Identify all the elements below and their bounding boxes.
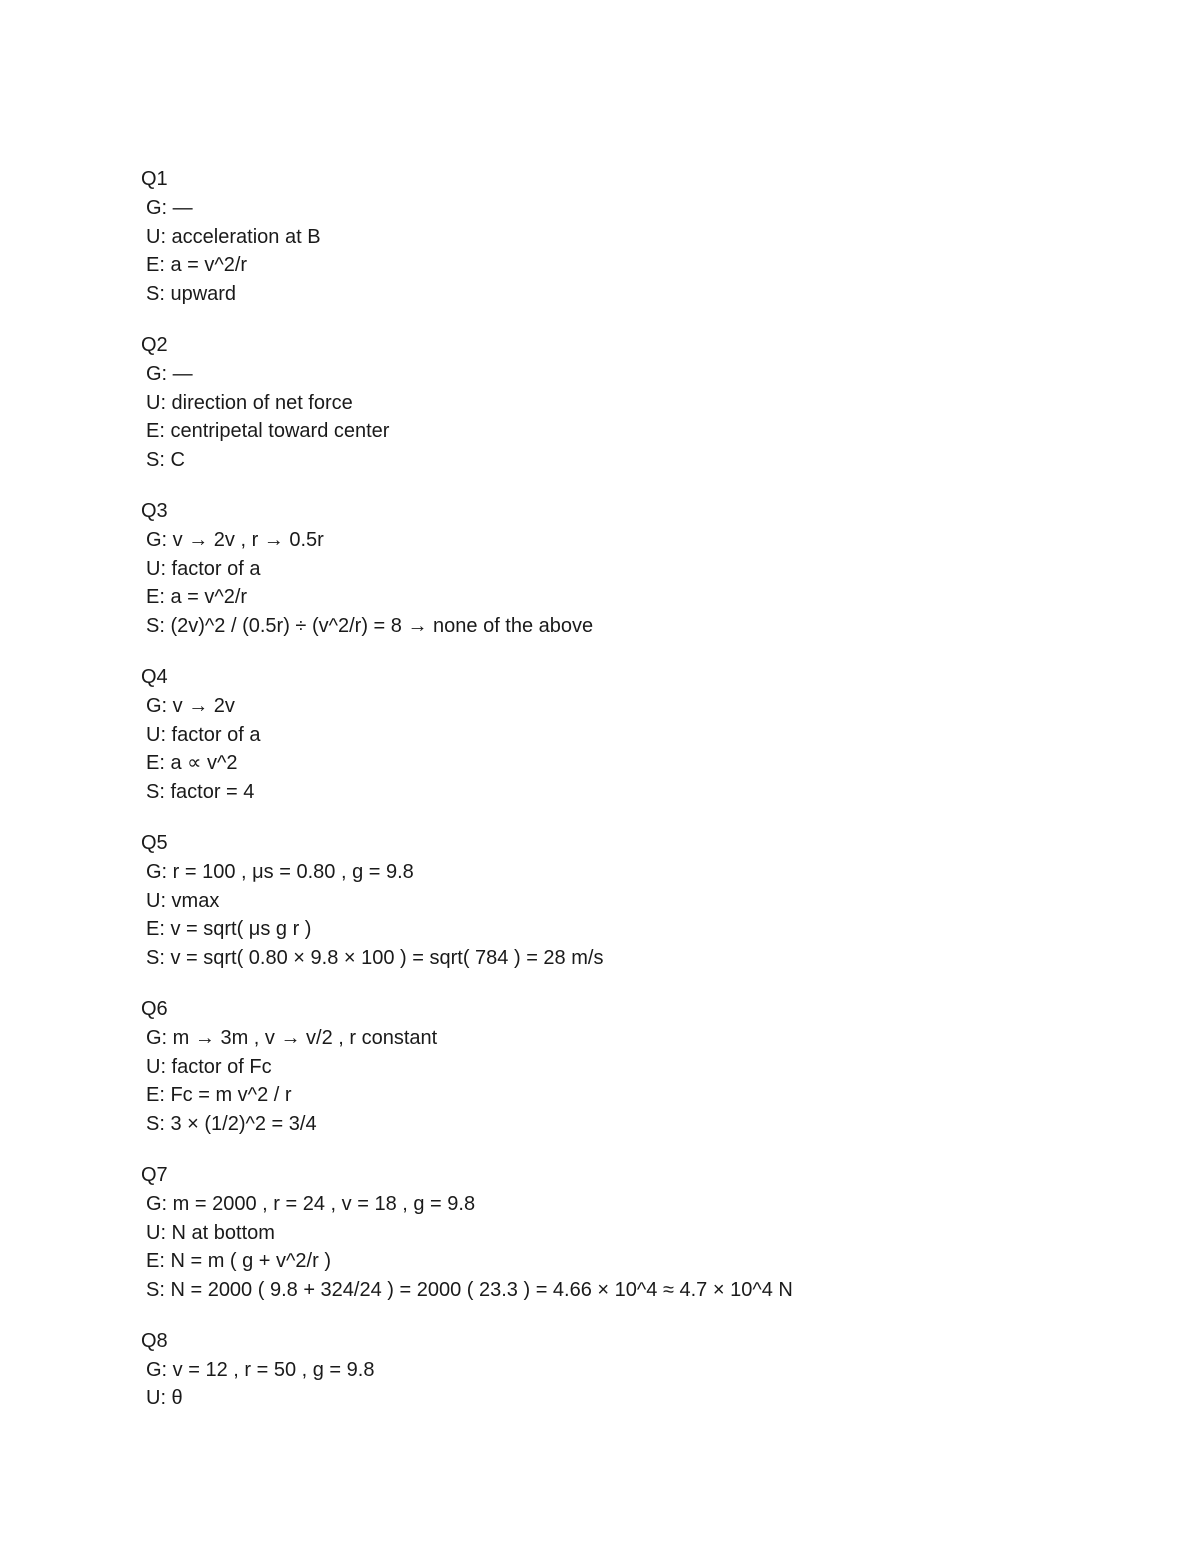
equation-line: E: a ∝ v^2	[146, 752, 238, 775]
question-block-q5	[141, 829, 1101, 973]
equation-line: E: a = v^2/r	[146, 254, 248, 277]
given-line: G: —	[146, 362, 193, 385]
question-label: Q7	[141, 1163, 168, 1186]
unknown-line: U: factor of a	[146, 723, 261, 746]
question-label: Q2	[141, 333, 168, 356]
unknown-line: U: acceleration at B	[146, 225, 321, 248]
equation-line: E: v = sqrt( μs g r )	[146, 918, 312, 941]
equation-line: E: N = m ( g + v^2/r )	[146, 1250, 331, 1273]
question-list	[141, 165, 1101, 1435]
question-block-q6	[141, 995, 1101, 1139]
question-block-q7	[141, 1161, 1101, 1305]
given-line: G: m = 2000 , r = 24 , v = 18 , g = 9.8	[146, 1192, 476, 1215]
solution-line: S: upward	[146, 283, 237, 306]
solution-line: S: factor = 4	[146, 781, 255, 804]
given-line: G: r = 100 , μs = 0.80 , g = 9.8	[146, 860, 414, 883]
question-label: Q8	[141, 1329, 168, 1352]
unknown-line: U: θ	[146, 1387, 183, 1410]
solution-line: S: (2v)^2 / (0.5r) ÷ (v^2/r) = 8 → none of the above	[146, 615, 594, 638]
question-label: Q5	[141, 831, 168, 854]
question-label: Q3	[141, 499, 168, 522]
unknown-line: U: direction of net force	[146, 391, 353, 414]
equation-line: E: a = v^2/r	[146, 586, 248, 609]
question-label: Q6	[141, 997, 168, 1020]
unknown-line: U: factor of a	[146, 557, 261, 580]
question-block-q3	[141, 497, 1101, 641]
given-line: G: v → 2v , r → 0.5r	[146, 528, 324, 551]
question-label: Q1	[141, 168, 168, 190]
question-block-q8	[141, 1327, 1101, 1413]
given-line: G: v → 2v	[146, 694, 235, 717]
solution-line: S: 3 × (1/2)^2 = 3/4	[146, 1113, 317, 1136]
question-block-q1	[141, 165, 1101, 309]
given-line: G: —	[146, 196, 193, 219]
unknown-line: U: vmax	[146, 889, 220, 912]
question-label: Q4	[141, 665, 168, 688]
unknown-line: U: N at bottom	[146, 1221, 275, 1244]
solution-line: S: C	[146, 449, 185, 472]
solution-line: S: v = sqrt( 0.80 × 9.8 × 100 ) = sqrt( 784 ) = 28 m/s	[146, 947, 604, 970]
unknown-line: U: factor of Fc	[146, 1055, 272, 1078]
given-line: G: v = 12 , r = 50 , g = 9.8	[146, 1358, 375, 1381]
question-block-q2	[141, 331, 1101, 475]
solution-line: S: N = 2000 ( 9.8 + 324/24 ) = 2000 ( 23.3 ) = 4.66 × 10^4 ≈ 4.7 × 10^4 N	[146, 1279, 793, 1302]
equation-line: E: centripetal toward center	[146, 420, 390, 443]
question-block-q4	[141, 663, 1101, 807]
equation-line: E: Fc = m v^2 / r	[146, 1084, 292, 1107]
given-line: G: m → 3m , v → v/2 , r constant	[146, 1026, 438, 1049]
